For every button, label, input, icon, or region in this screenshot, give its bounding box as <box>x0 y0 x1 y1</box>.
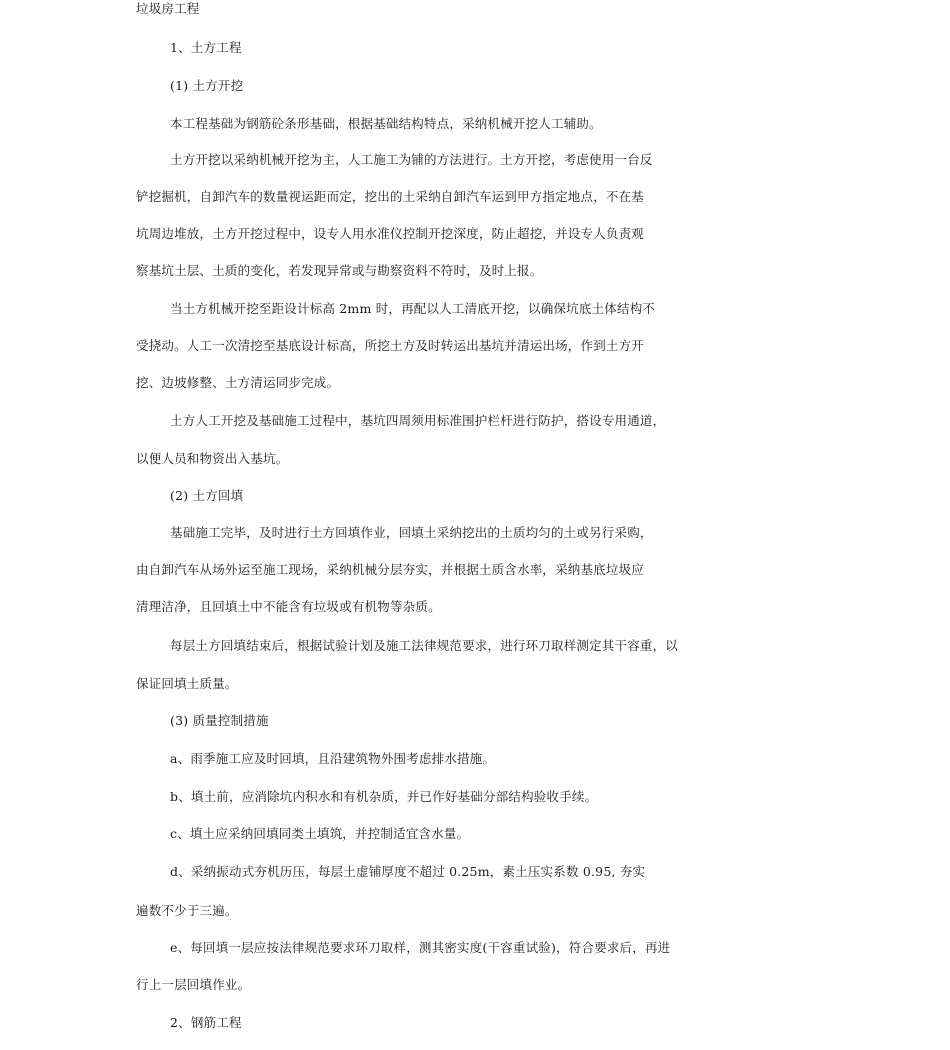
paragraph-line: 清理洁净，且回填土中不能含有垃圾或有机物等杂质。 <box>136 599 441 614</box>
paragraph-line: 保证回填土质量。 <box>136 676 238 691</box>
list-item: b、填土前，应消除坑内积水和有机杂质，并已作好基础分部结构验收手续。 <box>170 789 598 804</box>
list-item: d、采纳振动式夯机历压，每层土虚铺厚度不超过 0.25m，素土压实系数 0.95, 夯实 <box>170 864 646 879</box>
list-item-continuation: 遍数不少于三遍。 <box>136 903 238 918</box>
paragraph-line: 由自卸汽车从场外运至施工现场，采纳机械分层夯实，并根据土质含水率，采纳基底垃圾应 <box>136 562 645 577</box>
subsection-heading: (2) 土方回填 <box>170 488 244 503</box>
document-header: 垃圾房工程 <box>136 1 200 16</box>
paragraph-line: 当土方机械开挖至距设计标高 2mm 时，再配以人工清底开挖，以确保坑底土体结构不 <box>170 301 656 316</box>
paragraph-line: 察基坑土层、土质的变化，若发现异常或与勘察资料不符时，及时上报。 <box>136 263 543 278</box>
list-item: c、填土应采纳回填同类土填筑，并控制适宜含水量。 <box>170 826 470 841</box>
list-item: e、每回填一层应按法律规范要求环刀取样，测其密实度(干容重试验)，符合要求后，再进 <box>170 940 671 955</box>
paragraph-line: 每层土方回填结束后，根据试验计划及施工法律规范要求，进行环刀取样测定其干容重，以 <box>170 638 679 653</box>
paragraph-line: 挖、边坡修整、土方清运同步完成。 <box>136 375 340 390</box>
paragraph-line: 基础施工完毕，及时进行土方回填作业，回填土采纳挖出的土质均匀的土或另行采购， <box>170 525 653 540</box>
paragraph-line: 本工程基础为钢筋砼条形基础，根据基础结构特点，采纳机械开挖人工辅助。 <box>170 116 602 131</box>
subsection-heading: (3) 质量控制措施 <box>170 713 269 728</box>
paragraph-line: 铲挖掘机，自卸汽车的数量视运距而定，挖出的土采纳自卸汽车运到甲方指定地点，不在基 <box>136 189 645 204</box>
section-heading: 2、钢筋工程 <box>170 1015 242 1030</box>
list-item: a、雨季施工应及时回填，且沿建筑物外围考虑排水措施。 <box>170 751 496 766</box>
list-item-continuation: 行上一层回填作业。 <box>136 977 251 992</box>
paragraph-line: 土方开挖以采纳机械开挖为主，人工施工为铺的方法进行。土方开挖，考虑使用一台反 <box>170 152 653 167</box>
paragraph-line: 坑周边堆放，土方开挖过程中，设专人用水准仪控制开挖深度，防止超挖，并设专人负责观 <box>136 226 645 241</box>
paragraph-line: 以便人员和物资出入基坑。 <box>136 451 289 466</box>
paragraph-line: 受挠动。人工一次清挖至基底设计标高，所挖土方及时转运出基坑并清运出场，作到土方开 <box>136 338 645 353</box>
subsection-heading: (1) 土方开挖 <box>170 78 244 93</box>
paragraph-line: 土方人工开挖及基础施工过程中，基坑四周须用标准围护栏杆进行防护，搭设专用通道， <box>170 413 666 428</box>
section-heading: 1、土方工程 <box>170 40 242 55</box>
